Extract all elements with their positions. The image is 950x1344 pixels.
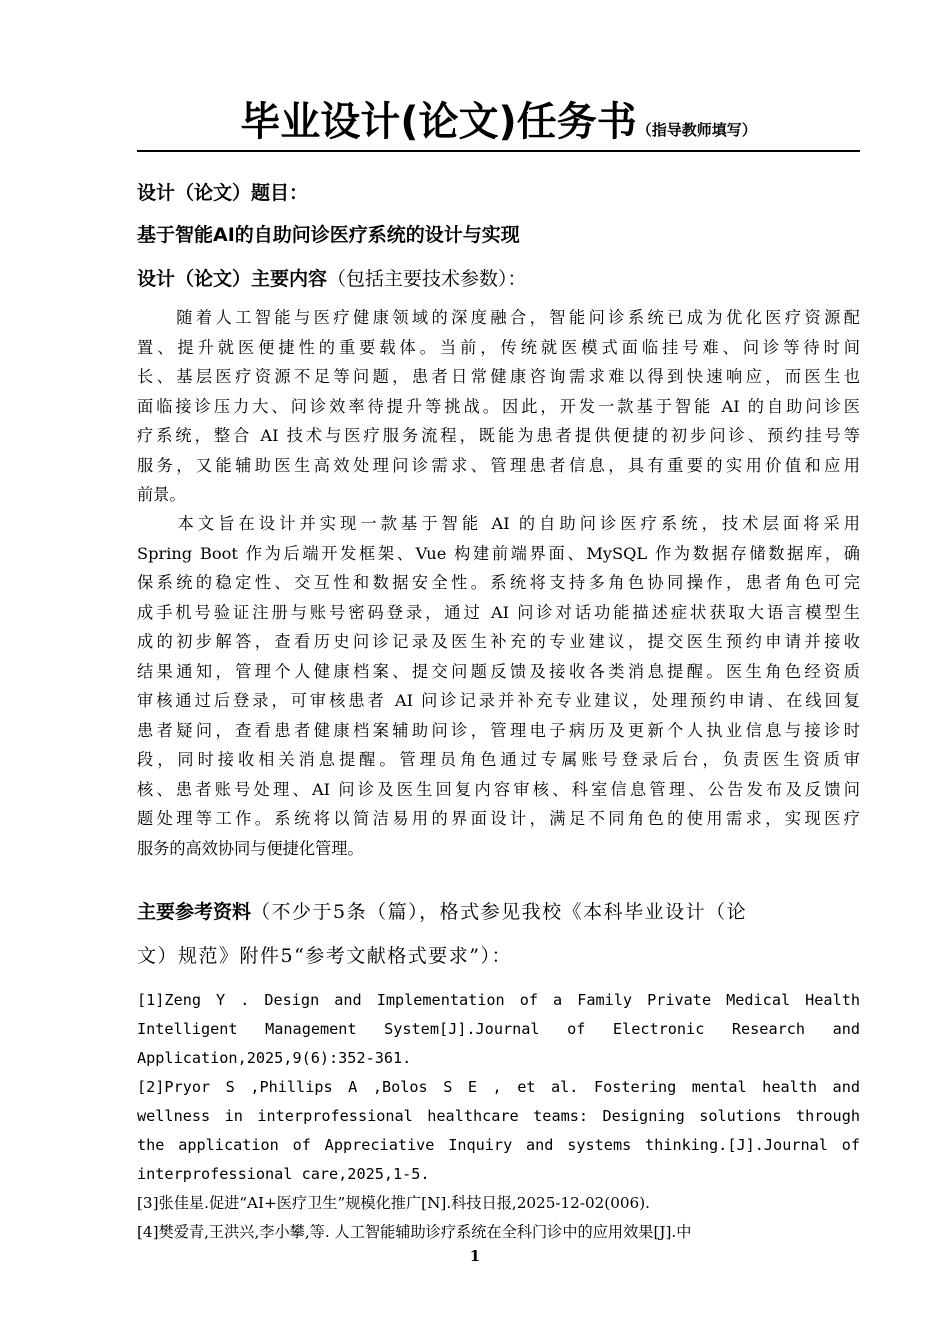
paragraph-line: 结果通知，管理个人健康档案、提交问题反馈及接收各类消息提醒。医生角色经资质: [137, 661, 860, 681]
paragraph-line: 疗系统，整合 AI 技术与医疗服务流程，既能为患者提供便捷的初步问诊、预约挂号等: [137, 426, 860, 445]
paragraph-line: 段，同时接收相关消息提醒。管理员角色通过专属账号登录后台，负责医生资质审: [137, 750, 860, 769]
reference-line: Application,2025,9(6):352-361.: [137, 1049, 412, 1067]
reference-line: [4]樊爱青,王洪兴,李小攀,等. 人工智能辅助诊疗系统在全科门诊中的应用效果[J].中: [137, 1223, 692, 1241]
references-label-line2: 文）规范》附件5“参考文献格式要求”）：: [137, 945, 513, 967]
paragraph-line: 核、患者账号处理、AI 问诊及医生回复内容审核、科室信息管理、公告发布及反馈问: [137, 779, 860, 799]
paragraph-line: 面临接诊压力大、问诊效率待提升等挑战。因此，开发一款基于智能 AI 的自助问诊医: [137, 396, 860, 416]
paragraph-line: 长、基层医疗资源不足等问题，患者日常健康咨询需求难以得到快速响应，而医生也: [137, 367, 860, 386]
paragraph-line: Spring Boot 作为后端开发框架、Vue 构建前端界面、MySQL 作为数据存储数据库，确: [137, 543, 860, 563]
page-number: 1: [469, 1247, 481, 1265]
references-label-line1: （不少于5条（篇），格式参见我校《本科毕业设计（论: [251, 901, 748, 923]
reference-line: the application of Appreciative Inquiry and systems thinking.[J].Journal of: [137, 1136, 860, 1154]
reference-line: [3]张佳星.促进“AI+医疗卫生”规模化推广[N].科技日报,2025-12-02(006).: [137, 1194, 650, 1212]
paragraph-line: 服务的高效协同与便捷化管理。: [137, 838, 364, 858]
references-label: [137, 890, 860, 978]
paragraph-line: 成的初步解答，查看历史问诊记录及医生补充的专业建议，提交医生预约申请并接收: [137, 632, 860, 651]
paragraph-line: 患者疑问，查看患者健康档案辅助问诊，管理电子病历及更新个人执业信息与接诊时: [137, 720, 860, 740]
paragraph-line: 服务，又能辅助医生高效处理问诊需求、管理患者信息，具有重要的实用价值和应用: [137, 455, 860, 475]
topic-label: 设计（论文）题目：: [137, 182, 309, 204]
references-label-bold: 主要参考资料: [137, 901, 252, 923]
reference-line: [2]Pryor S ,Phillips A ,Bolos S E , et al. Fostering mental health and: [137, 1078, 860, 1096]
content-label-bold: 设计（论文）主要内容: [137, 268, 328, 290]
paragraph-line: 审核通过后登录，可审核患者 AI 问诊记录并补充专业建议，处理预约申请、在线回复: [137, 691, 860, 710]
paragraph-line: 前景。: [137, 485, 186, 504]
content-label-normal: （包括主要技术参数）：: [327, 268, 527, 290]
reference-line: wellness in interprofessional healthcare teams: Designing solutions through: [137, 1107, 860, 1125]
title-main: 毕业设计(论文)任务书: [240, 99, 637, 145]
title-rule: [137, 150, 860, 152]
paragraph-line: 保系统的稳定性、交互性和数据安全性。系统将支持多角色协同操作，患者角色可完: [137, 573, 860, 592]
paragraph-line: 置、提升就医便捷性的重要载体。当前，传统就医模式面临挂号难、问诊等待时间: [137, 337, 860, 357]
content-label: [137, 264, 860, 291]
content-paragraph-2: [137, 509, 860, 863]
references-list: [137, 986, 860, 1247]
title-note: （指导教师填写）: [636, 121, 757, 139]
reference-line: [1]Zeng Y . Design and Implementation of a Family Private Medical Health: [137, 991, 860, 1009]
paragraph-line: 成手机号验证注册与账号密码登录，通过 AI 问诊对话功能描述症状获取大语言模型生: [137, 602, 860, 622]
paragraph-line: 随着人工智能与医疗健康领域的深度融合，智能问诊系统已成为优化医疗资源配: [137, 308, 860, 327]
content-paragraph-1: [137, 303, 860, 510]
reference-line: interprofessional care,2025,1-5.: [137, 1165, 430, 1183]
document-title: [137, 96, 860, 148]
reference-line: Intelligent Management System[J].Journal of Electronic Research and: [137, 1020, 860, 1038]
topic-value: 基于智能AI的自助问诊医疗系统的设计与实现: [137, 224, 520, 246]
paragraph-line: 本文旨在设计并实现一款基于智能 AI 的自助问诊医疗系统，技术层面将采用: [137, 514, 860, 533]
paragraph-line: 题处理等工作。系统将以简洁易用的界面设计，满足不同角色的使用需求，实现医疗: [137, 809, 860, 828]
